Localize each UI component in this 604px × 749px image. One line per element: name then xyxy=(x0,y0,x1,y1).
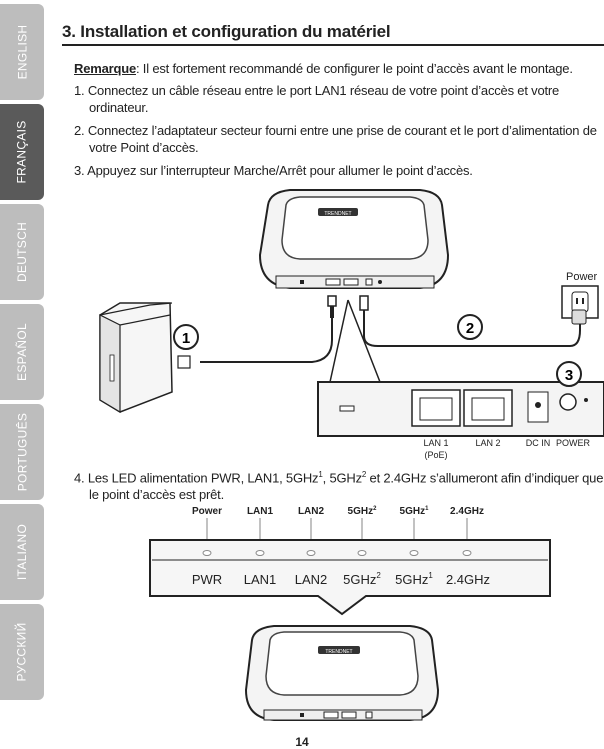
panel-label-24ghz: 2.4GHz xyxy=(445,572,491,587)
sup: 1 xyxy=(318,470,323,479)
section-title: 3. Installation et configuration du matériel xyxy=(62,22,604,46)
callout-number: 1 xyxy=(181,330,191,347)
led-label-24ghz: 2.4GHz xyxy=(450,506,484,517)
callout-2 xyxy=(458,315,482,339)
port-label-dcin: DC IN xyxy=(525,438,551,448)
panel-label-lan2: LAN2 xyxy=(294,572,328,587)
page-number: 14 xyxy=(295,735,309,749)
power-button xyxy=(560,394,576,410)
step-4-line-2: le point d’accès est prêt. xyxy=(89,487,224,503)
step-4-c: et 2.4GHz s’allumeront afin d’indiquer que xyxy=(366,470,604,486)
step-3: 3. Appuyez sur l’interrupteur Marche/Arrêt pour allumer le point d’accès. xyxy=(74,163,473,178)
callout-1 xyxy=(174,325,198,349)
led-label-5ghz-2: 5GHz$^2$ xyxy=(347,506,377,517)
led-label-5ghz-1: 5GHz$^1$ xyxy=(399,506,429,517)
computer-icon xyxy=(100,303,190,412)
note-label: Remarque xyxy=(74,61,136,76)
tab-label: FRANÇAIS xyxy=(15,120,30,184)
led-label-lan2: LAN2 xyxy=(297,506,325,517)
tab-label: РУССКИЙ xyxy=(15,622,30,682)
step-2-line-1: 2. Connectez l’adaptateur secteur fourni entre une prise de courant et le port d’alimentation de xyxy=(74,123,597,138)
tab-label: ITALIANO xyxy=(15,523,30,581)
port-labels xyxy=(423,438,590,460)
panel-label-lan1: LAN1 xyxy=(243,572,277,587)
step-4-a: 4. Les LED alimentation PWR, LAN1, 5GHz xyxy=(74,470,319,486)
access-point-illustration-2 xyxy=(246,626,438,720)
back-panel-zoom xyxy=(318,382,604,436)
step-1-line-2: ordinateur. xyxy=(89,100,149,115)
tab-label: ENGLISH xyxy=(15,24,30,80)
step-2-line-2: votre Point d’accès. xyxy=(89,140,199,155)
callout-3 xyxy=(557,362,581,386)
port-label-power: POWER xyxy=(555,438,591,448)
callout-number: 3 xyxy=(564,367,574,384)
panel-label-pwr: PWR xyxy=(191,572,223,587)
brand-logo-2: TRENDNET xyxy=(325,649,353,655)
led-top-labels xyxy=(192,506,484,517)
tab-label: DEUTSCH xyxy=(15,221,30,283)
port-label-lan1: LAN 1 xyxy=(423,438,449,448)
sup: 2 xyxy=(361,470,367,479)
access-point-illustration xyxy=(260,190,448,288)
panel-label-5ghz-2: 5GHz$^2$ xyxy=(343,571,381,587)
callout-number: 2 xyxy=(465,320,475,337)
note-text: : Il est fortement recommandé de configurer le point d’accès avant le montage. xyxy=(135,61,573,76)
tab-label: ESPAÑOL xyxy=(15,323,29,381)
port-label-lan2: LAN 2 xyxy=(475,438,501,448)
panel-label-5ghz-1: 5GHz$^1$ xyxy=(395,571,433,587)
lan-cable xyxy=(200,318,332,362)
led-label-power: Power xyxy=(191,506,223,517)
step-4-b: , 5GHz xyxy=(322,470,362,486)
port-label-poe: (PoE) xyxy=(424,450,448,460)
led-panel xyxy=(150,540,550,614)
power-outlet-icon xyxy=(562,286,598,324)
step-1-line-1: 1. Connectez un câble réseau entre le port LAN1 réseau de votre point d’accès et votre xyxy=(74,83,560,98)
brand-logo: TRENDNET xyxy=(324,211,352,217)
power-label: Power xyxy=(566,271,598,283)
tab-label: PORTUGUÊS xyxy=(15,412,29,492)
led-label-lan1: LAN1 xyxy=(246,506,274,517)
